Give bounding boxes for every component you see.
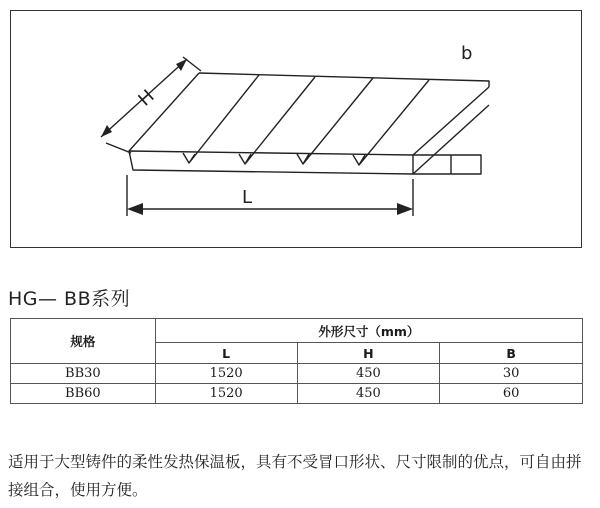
cell-l: 1520 [155, 384, 297, 404]
h-arrow-end [176, 59, 187, 71]
h-label: H [134, 85, 159, 111]
cell-model: BB30 [11, 364, 156, 384]
l-arrow-end [397, 203, 413, 215]
b-label: b [461, 43, 473, 64]
cell-b: 60 [440, 384, 583, 404]
h-arrow-start [101, 125, 112, 137]
groove-2 [239, 77, 315, 164]
table-header-row [11, 319, 583, 343]
header-dims: 外形尺寸（mm） [155, 319, 582, 343]
l-label: L [242, 187, 253, 208]
cell-l: 1520 [155, 364, 297, 384]
board-front-face [129, 151, 413, 174]
header-l: L [155, 343, 297, 364]
cell-b: 30 [440, 364, 583, 384]
spec-table [10, 318, 583, 404]
groove-1 [183, 75, 259, 163]
cell-h: 450 [297, 364, 440, 384]
product-diagram [10, 10, 582, 248]
insulation-board-drawing [11, 11, 583, 249]
cell-model: BB60 [11, 384, 156, 404]
table-row [11, 384, 583, 404]
table-row [11, 364, 583, 384]
header-spec: 规格 [11, 319, 156, 364]
board-back-edge [199, 73, 489, 87]
series-title: HG— BB系列 [8, 288, 131, 310]
l-arrow-start [127, 203, 143, 215]
product-description: 适用于大型铸件的柔性发热保温板，具有不受冒口形状、尺寸限制的优点，可自由拼接组合，使用方便。 [8, 453, 582, 499]
cell-h: 450 [297, 384, 440, 404]
header-b: B [440, 343, 583, 364]
header-h: H [297, 343, 440, 364]
groove-3 [297, 78, 373, 164]
groove-4 [353, 80, 429, 165]
board-left-edge [129, 73, 199, 151]
l-extension-lines [127, 175, 413, 216]
